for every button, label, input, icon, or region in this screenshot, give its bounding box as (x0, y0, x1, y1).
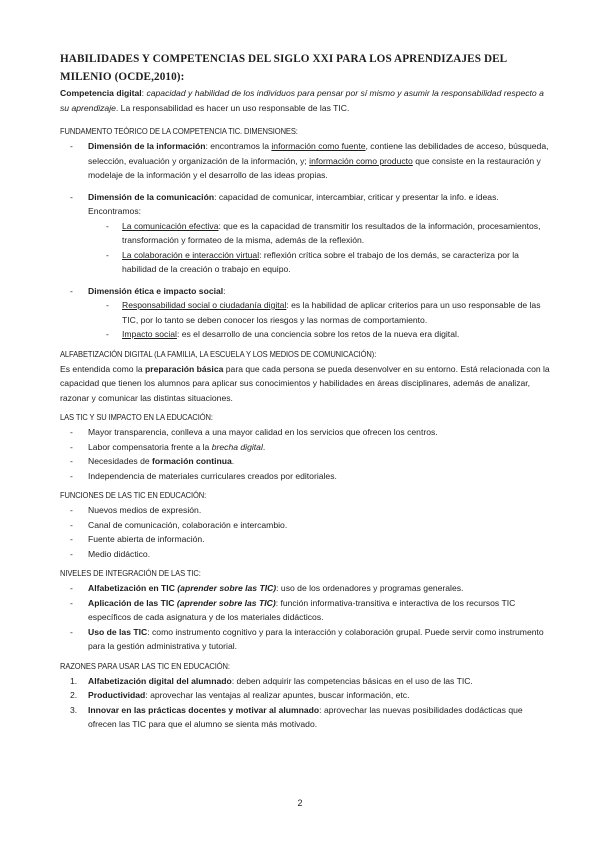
item-term: Dimensión de la comunicación (88, 191, 215, 202)
item-text: : aprovechar las nuevas posibilidades dodácticas que ofrecen las TIC para que el alumno se sienta más motivado. (88, 704, 523, 729)
item-text: : (223, 285, 226, 296)
page-title: HABILIDADES Y COMPETENCIAS DEL SIGLO XXI PARA LOS APRENDIZAJES DEL MILENIO (OCDE,2010): (60, 53, 507, 83)
list-item (60, 284, 550, 342)
sub-item-text: : es el desarrollo de una conciencia sobre los retos de la nueva era digital. (176, 329, 460, 339)
document-page (60, 50, 550, 732)
list-item: - Independencia de materiales curriculares creados por editoriales. (60, 469, 550, 484)
list-item (60, 454, 550, 469)
section-heading-tic-impact: LAS TIC Y SU IMPACTO EN LA EDUCACIÓN: (60, 413, 213, 422)
section-heading-dimensions: FUNDAMENTO TEÓRICO DE LA COMPETENCIA TIC. DIMENSIONES: (60, 127, 298, 136)
item-term-italic: (aprender sobre las TIC) (176, 597, 276, 608)
item-text: : uso de los ordenadores y programas generales. (276, 583, 464, 593)
item-term: Alfabetización digital del alumnado (88, 675, 232, 686)
list-item (60, 190, 550, 277)
tic-impact-list (60, 425, 550, 483)
sub-item-term: Responsabilidad social o ciudadanía digital (122, 300, 287, 310)
list-item (60, 440, 550, 455)
section-heading-tic-functions: FUNCIONES DE LAS TIC EN EDUCACIÓN: (60, 491, 207, 500)
item-number: 2. (70, 690, 78, 700)
list-item (60, 674, 550, 689)
item-italic: brecha digital (211, 441, 263, 452)
item-underlined: información como fuente (271, 141, 366, 151)
list-item: - Canal de comunicación, colaboración e intercambio. (60, 518, 550, 533)
integration-levels-list (60, 581, 550, 654)
item-text: , contiene las debilidades de acceso, búsqueda, selección, evaluación y organización de la información, y; (88, 141, 549, 166)
paragraph-text: Es entendida como la (60, 363, 146, 374)
item-term: Alfabetización en TIC (88, 583, 178, 593)
item-text: que consiste en la restauración y modelaje de la información y el desarrollo de las ideas propias. (88, 155, 541, 180)
page-number: 2 (297, 798, 303, 808)
sub-list-item (60, 327, 550, 342)
paragraph-text: para que cada persona se pueda desenvolver en su entorno. Está relacionada con la capacidad que tienen los alumnos para aplicar sus conocimientos y habilidades en áreas disciplinares, además de analizar, razonar y comunicar las distintas situaciones. (60, 363, 550, 403)
list-item: - Medio didáctico. (60, 547, 550, 562)
list-item (60, 703, 550, 732)
item-text: Labor compensatoria frente a la (88, 441, 212, 452)
intro-rest: . La responsabilidad es hacer un uso responsable de las TIC. (115, 102, 350, 113)
tic-functions-list (60, 503, 550, 561)
list-item: - Nuevos medios de expresión. (60, 503, 550, 518)
item-term: Dimensión ética e impacto social (88, 285, 224, 296)
item-term: Innovar en las prácticas docentes y motivar al alumnado (88, 704, 320, 715)
dimensions-list (60, 139, 550, 342)
list-item (60, 625, 550, 654)
intro-term: Competencia digital (60, 88, 142, 98)
item-text: . (231, 456, 235, 466)
item-number: 3. (70, 704, 78, 715)
item-term: Uso de las TIC (88, 626, 148, 637)
section-heading-reasons: RAZONES PARA USAR LAS TIC EN EDUCACIÓN: (60, 661, 230, 671)
item-text: : capacidad de comunicar, intercambiar, criticar y presentar la info. e ideas. Encontramos: (88, 191, 499, 216)
item-term: Productividad (88, 690, 146, 700)
section-heading-digital-literacy: ALFABETIZACIÓN DIGITAL (LA FAMILIA, LA ESCUELA Y LOS MEDIOS DE COMUNICACIÓN): (60, 349, 377, 359)
item-text: : deben adquirir las competencias básicas en el uso de las TIC. (231, 675, 473, 686)
item-number: 1. (70, 675, 78, 686)
list-item: - Mayor transparencia, conlleva a una mayor calidad en los servicios que ofrecen los centros. (60, 425, 550, 440)
list-item (60, 688, 550, 703)
item-text: . (262, 441, 266, 452)
sub-item-term: Impacto social (122, 329, 177, 339)
item-term-italic: (aprender sobre las TIC) (177, 583, 277, 593)
reasons-list (60, 674, 550, 732)
sub-item-text: : que es la capacidad de transmitir los resultados de la información, procesamientos, transformación y formateo de la misma, además de la reflexión. (122, 220, 541, 245)
item-bold: formación continua (152, 456, 232, 466)
list-item (60, 139, 550, 183)
item-text: : encontramos la (205, 141, 272, 151)
paragraph-bold: preparación básica (145, 363, 224, 374)
intro-colon: : (141, 88, 147, 98)
intro-paragraph (60, 86, 550, 115)
item-text: : aprovechar las ventajas al realizar apuntes, buscar información, etc. (145, 690, 410, 700)
item-text: Necesidades de (88, 456, 153, 466)
list-item (60, 581, 550, 596)
list-item: - Fuente abierta de información. (60, 532, 550, 547)
intro-definition: capacidad y habilidad de los individuos para pensar por sí mismo y asumir la responsabilidad respecto a su aprendizaje (60, 88, 544, 113)
sub-item-text: : reflexión crítica sobre el trabajo de los demás, se caracteriza por la habilidad de la creación o trabajo en equipo. (122, 249, 519, 274)
sub-list-item (60, 298, 550, 327)
digital-literacy-paragraph (60, 362, 550, 406)
sub-list-item (60, 248, 550, 277)
sub-item-text: : es la habilidad de aplicar criterios para un uso responsable de las TIC, por lo tanto se deben conocer los riesgos y las normas de comportamiento. (122, 300, 541, 325)
item-underlined: información como producto (309, 155, 413, 166)
item-text: : función informativa-transitiva e interactiva de los recursos TIC específicos de cada asignatura y de los materiales didácticos. (88, 597, 516, 622)
sub-list (60, 219, 550, 277)
sub-list (60, 298, 550, 342)
section-heading-integration-levels: NIVELES DE INTEGRACIÓN DE LAS TIC: (60, 569, 201, 578)
sub-item-term: La comunicación efectiva (122, 220, 219, 231)
sub-item-term: La colaboración e interacción virtual (122, 249, 260, 260)
list-item (60, 596, 550, 625)
item-term: Aplicación de las TIC (88, 597, 177, 608)
item-text: : como instrumento cognitivo y para la interacción y colaboración grupal. Puede servir como instrumento para la gestión administrativa y tutorial. (88, 626, 544, 651)
item-term: Dimensión de la información (88, 141, 206, 151)
sub-list-item (60, 219, 550, 248)
